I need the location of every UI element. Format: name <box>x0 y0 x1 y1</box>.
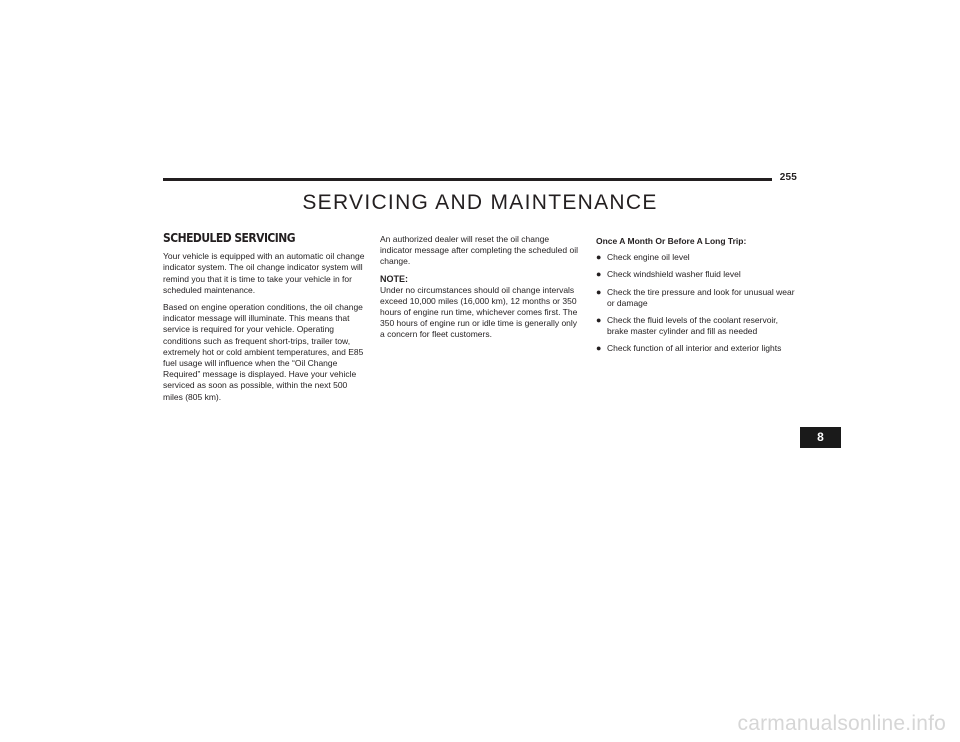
bullet-icon: ● <box>596 269 602 280</box>
column-left <box>163 232 365 409</box>
list-item-text: Check windshield washer fluid level <box>607 269 741 280</box>
list-item <box>596 269 801 280</box>
paragraph-dealer-reset: An authorized dealer will reset the oil change indicator message after completing the scheduled oil change. <box>380 234 578 267</box>
checklist <box>596 252 801 354</box>
checklist-heading: Once A Month Or Before A Long Trip: <box>596 236 747 246</box>
list-item <box>596 252 801 263</box>
column-right <box>596 236 801 361</box>
list-item-text: Check engine oil level <box>607 252 690 263</box>
bullet-icon: ● <box>596 343 602 354</box>
paragraph-oil-indicator-intro: Your vehicle is equipped with an automatic oil change indicator system. The oil change indicator system will remind you that it is time to take your vehicle in for scheduled maintenance. <box>163 251 365 295</box>
column-middle <box>380 234 580 347</box>
watermark: carmanualsonline.info <box>737 712 946 735</box>
bullet-icon: ● <box>596 315 602 326</box>
list-item-text: Check the fluid levels of the coolant reservoir, brake master cylinder and fill as needed <box>607 315 779 337</box>
list-item <box>596 287 801 309</box>
note-label: NOTE: <box>380 273 408 284</box>
header-rule <box>163 178 772 181</box>
paragraph-oil-indicator-conditions: Based on engine operation conditions, the oil change indicator message will illuminate. This means that service is required for your vehicle. Operating conditions such as frequent short-trips, trailer tow, extremely hot or cold ambient temperatures, and E85 fuel usage will influence when the “Oil Change Required” message is displayed. Have your vehicle serviced as soon as possible, within the next 500 miles (805 km). <box>163 302 364 402</box>
bullet-icon: ● <box>596 286 602 297</box>
list-item <box>596 315 801 337</box>
bullet-icon: ● <box>596 252 602 263</box>
section-heading: SCHEDULED SERVICING <box>163 230 296 245</box>
note-text: Under no circumstances should oil change intervals exceed 10,000 miles (16,000 km), 12 months or 350 hours of engine run time, whichever comes first. The 350 hours of engine run or idle time is generally only a concern for fleet customers. <box>380 284 578 340</box>
chapter-title: SERVICING AND MAINTENANCE <box>302 191 658 214</box>
list-item <box>596 343 801 354</box>
list-item-text: Check function of all interior and exterior lights <box>607 343 782 354</box>
list-item-text: Check the tire pressure and look for unusual wear or damage <box>607 286 795 308</box>
chapter-tab: 8 <box>800 427 841 448</box>
page-number: 255 <box>779 172 797 183</box>
